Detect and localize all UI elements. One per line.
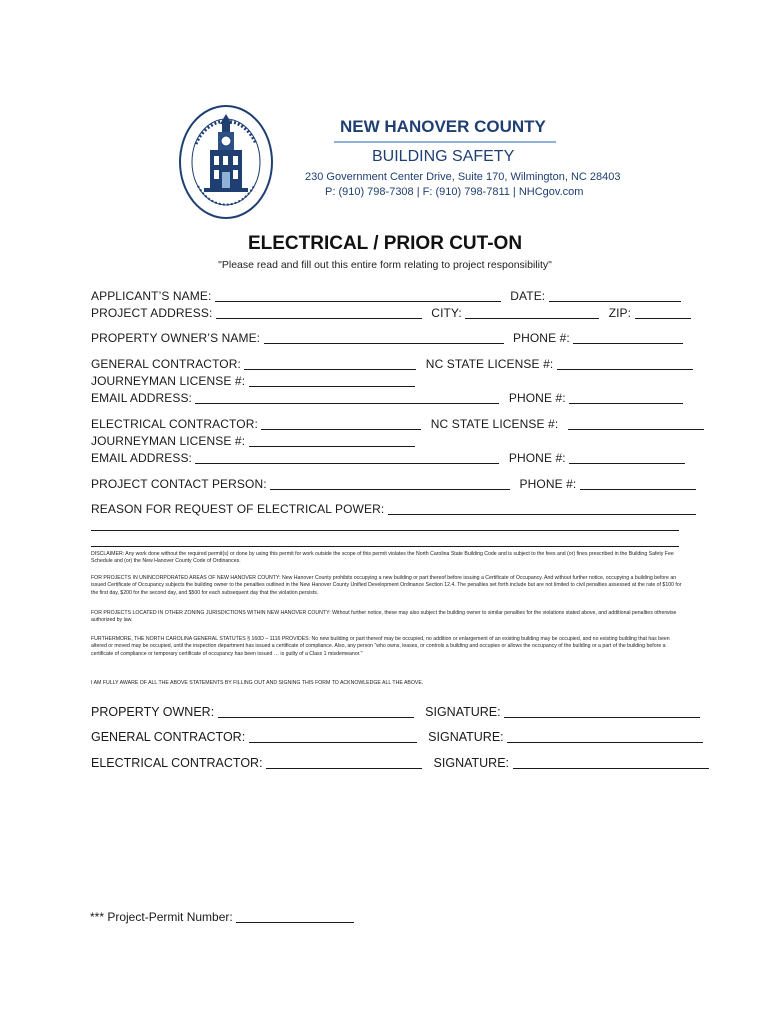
project-address-field[interactable]: [216, 306, 422, 319]
permit-number-label: *** Project-Permit Number:: [90, 910, 233, 924]
department-address: 230 Government Center Drive, Suite 170, Wilmington, NC 28403: [305, 171, 621, 183]
ec-journeyman-label: JOURNEYMAN LICENSE #:: [91, 434, 246, 448]
applicant-name-field[interactable]: [215, 289, 501, 302]
ec-email-label: EMAIL ADDRESS:: [91, 451, 192, 465]
gc-email-field[interactable]: [195, 391, 499, 404]
reason-line-2[interactable]: [91, 530, 679, 531]
permit-number-row: [90, 910, 354, 924]
zip-label: ZIP:: [608, 306, 632, 320]
department-name: BUILDING SAFETY: [372, 148, 515, 165]
gc-phone-field[interactable]: [569, 391, 683, 404]
ec-journeyman-field[interactable]: [249, 434, 415, 447]
project-contact-field[interactable]: [270, 477, 510, 490]
date-field[interactable]: [549, 289, 681, 302]
sig-electrical-contractor-field[interactable]: [266, 756, 422, 769]
header-divider: [334, 141, 556, 143]
sig-electrical-contractor-label: ELECTRICAL CONTRACTOR:: [91, 756, 263, 770]
ec-email-row: [91, 451, 685, 465]
general-statutes-text: FURTHERMORE, THE NORTH CAROLINA GENERAL STATUTES § 160D – 1116 PROVIDES: No new building or part thereof may be occupied, no addition or enlargement of an existing building may be occupied, and no existing building that has been altered or moved may be occupied, until the inspection department has issued a certificate of compliance. Also, any person "who owns, leases, or controls a building and occupies or allows the occupancy of the building or a part of the building before a certificate of compliance or temporary certificate of occupancy has been issued … is guilty of a Class 1 misdemeanor.": [91, 636, 670, 657]
project-address-label: PROJECT ADDRESS:: [91, 306, 213, 320]
other-jurisdictions-text: FOR PROJECTS LOCATED IN OTHER ZONING JURISDICTIONS WITHIN NEW HANOVER COUNTY: Without further notice, these may also subject the building owner to similar penalties for the violations stated above, and additional penalties otherwise authorized by law.: [91, 610, 677, 624]
sig-property-owner-label: PROPERTY OWNER:: [91, 705, 215, 719]
ec-license-field[interactable]: [568, 417, 704, 430]
county-name: NEW HANOVER COUNTY: [340, 117, 546, 136]
gc-email-row: [91, 391, 683, 405]
sig-general-contractor-label: GENERAL CONTRACTOR:: [91, 730, 246, 744]
owner-phone-field[interactable]: [573, 331, 683, 344]
electrical-contractor-label: ELECTRICAL CONTRACTOR:: [91, 417, 258, 431]
gc-phone-label: PHONE #:: [508, 391, 566, 405]
reason-line-3[interactable]: [91, 546, 679, 547]
gc-email-label: EMAIL ADDRESS:: [91, 391, 192, 405]
ec-license-label: NC STATE LICENSE #:: [430, 417, 559, 431]
ec-phone-field[interactable]: [569, 451, 685, 464]
ec-phone-label: PHONE #:: [508, 451, 566, 465]
general-contractor-row: [91, 357, 693, 371]
applicant-row: [91, 289, 681, 303]
contact-phone-label: PHONE #:: [519, 477, 577, 491]
sig-owner-signature-label: SIGNATURE:: [425, 705, 501, 719]
property-owner-name-field[interactable]: [264, 331, 504, 344]
sig-gc-signature-label: SIGNATURE:: [428, 730, 504, 744]
sig-gc-signature-field[interactable]: [507, 730, 703, 743]
reason-field[interactable]: [388, 502, 696, 515]
acknowledgement-text: I AM FULLY AWARE OF ALL THE ABOVE STATEMENTS BY FILLING OUT AND SIGNING THIS FORM TO ACKNOWLEDGE ALL THE ABOVE.: [91, 680, 424, 686]
city-field[interactable]: [465, 306, 599, 319]
gc-journeyman-field[interactable]: [249, 374, 415, 387]
disclaimer-text: DISCLAIMER: Any work done without the required permit(s) or done by using this permit for work outside the scope of this permit violates the North Carolina State Building Code and is subject to the fees and (or) fines prescribed in the Building Safety Fee Schedule and (or) the New Hanover County Code of Ordinances.: [91, 551, 674, 565]
gc-journeyman-label: JOURNEYMAN LICENSE #:: [91, 374, 246, 388]
project-contact-row: [91, 477, 696, 491]
general-contractor-signature-row: [91, 730, 703, 744]
city-label: CITY:: [431, 306, 462, 320]
project-address-row: [91, 306, 691, 320]
applicant-name-label: APPLICANT’S NAME:: [91, 289, 212, 303]
general-contractor-field[interactable]: [244, 357, 416, 370]
gc-license-label: NC STATE LICENSE #:: [425, 357, 554, 371]
date-label: DATE:: [510, 289, 546, 303]
sig-general-contractor-field[interactable]: [249, 730, 417, 743]
gc-journeyman-row: [91, 374, 415, 388]
form-instruction: "Please read and fill out this entire form relating to project responsibility": [218, 259, 552, 271]
department-contact: P: (910) 798-7308 | F: (910) 798-7811 | NHCgov.com: [325, 186, 584, 198]
property-owner-name-label: PROPERTY OWNER’S NAME:: [91, 331, 261, 345]
gc-license-field[interactable]: [557, 357, 693, 370]
owner-phone-label: PHONE #:: [513, 331, 570, 345]
sig-property-owner-field[interactable]: [218, 705, 414, 718]
reason-row: [91, 502, 696, 516]
ec-journeyman-row: [91, 434, 415, 448]
electrical-contractor-signature-row: [91, 756, 709, 770]
reason-label: REASON FOR REQUEST OF ELECTRICAL POWER:: [91, 502, 385, 516]
property-owner-signature-row: [91, 705, 700, 719]
electrical-contractor-row: [91, 417, 704, 431]
general-contractor-label: GENERAL CONTRACTOR:: [91, 357, 241, 371]
ec-email-field[interactable]: [195, 451, 499, 464]
sig-ec-signature-field[interactable]: [513, 756, 709, 769]
property-owner-row: [91, 331, 683, 345]
zip-field[interactable]: [635, 306, 691, 319]
county-seal-logo: [178, 104, 274, 220]
electrical-contractor-field[interactable]: [261, 417, 421, 430]
unincorporated-areas-text: FOR PROJECTS IN UNINCORPORATED AREAS OF NEW HANOVER COUNTY: New Hanover County prohibits occupying a new building or part thereof before issuing a Certificate of Occupancy. And without further notice, occupying a building before an issued Certificate of Occupancy subjects the building owner to the penalties outlined in the New Hanover County Unified Development Ordinance Section 12.4. The penalties set forth include but are not limited to civil penalties assessed at the rate of $100 for the first day, $200 for the second day, and $500 for each subsequent day that the violation persists.: [91, 575, 682, 596]
project-contact-label: PROJECT CONTACT PERSON:: [91, 477, 267, 491]
form-title: ELECTRICAL / PRIOR CUT-ON: [247, 233, 523, 254]
permit-number-field[interactable]: [236, 910, 354, 923]
contact-phone-field[interactable]: [580, 477, 696, 490]
sig-ec-signature-label: SIGNATURE:: [433, 756, 510, 770]
sig-owner-signature-field[interactable]: [504, 705, 700, 718]
